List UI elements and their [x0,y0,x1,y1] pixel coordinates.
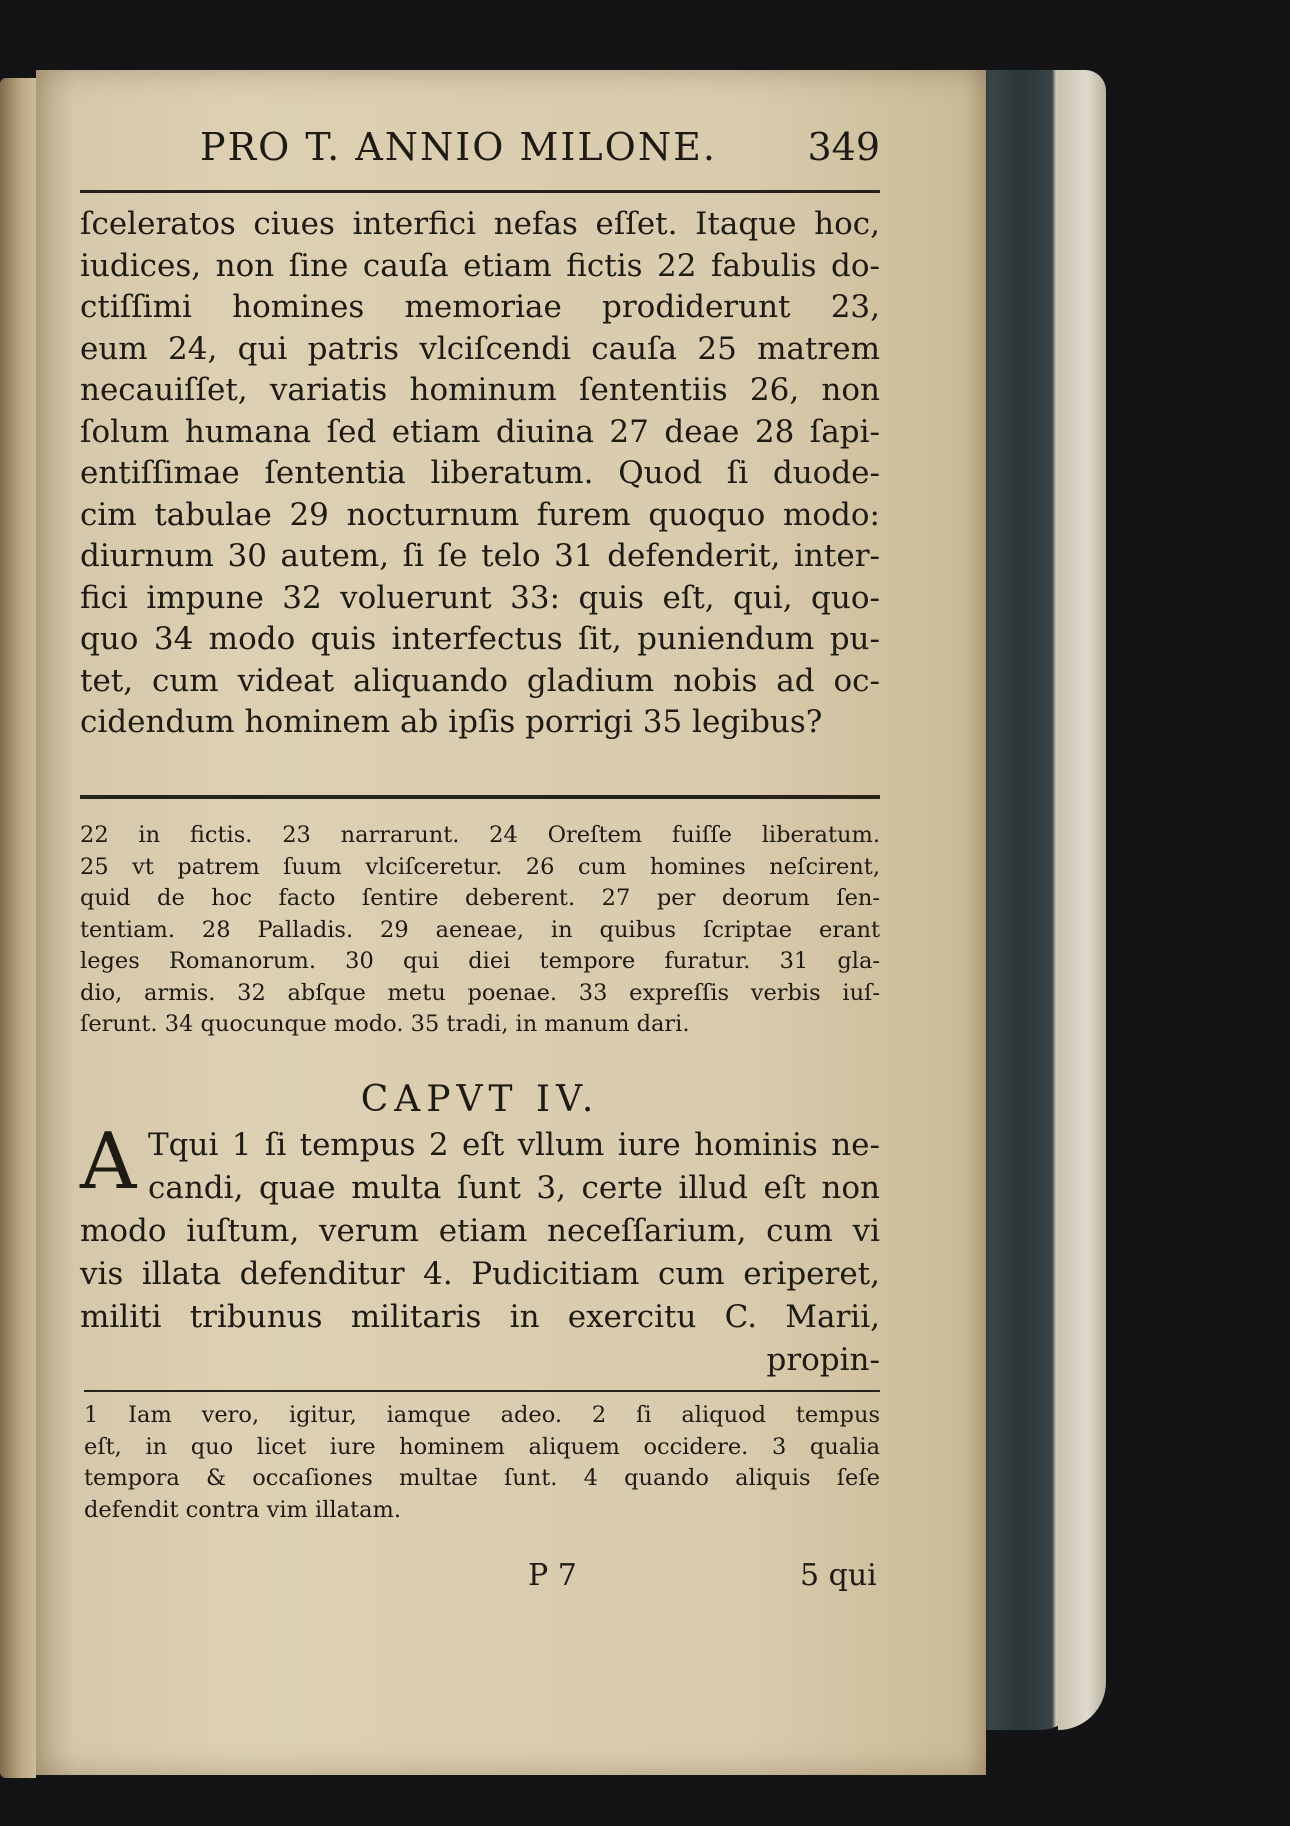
text-line: ſolum humana ſed etiam diuina 27 deae 28 ſapi- [80,413,880,450]
text-line: vis illata defenditur 4. Pudicitiam cum eriperet, [80,1256,880,1292]
text-line: eum 24, qui patris vlciſcendi cauſa 25 matrem [80,330,880,367]
running-title: PRO T. ANNIO MILONE. [200,125,717,169]
book-cover-edge [1058,70,1106,1730]
footnote-line: 25 vt patrem ſuum vlciſceretur. 26 cum homines neſcirent, [80,853,880,880]
main-text [80,204,880,744]
catchword: 5 qui [800,1558,877,1593]
footnote-line: ſerunt. 34 quocunque modo. 35 tradi, in manum dari. [80,1011,690,1037]
text-line: cim tabulae 29 nocturnum furem quoquo modo: [80,496,880,533]
page-number: 349 [807,125,880,169]
page-header [200,125,880,185]
text-line: quo 34 modo quis interfectus ſit, puniendum pu- [80,621,880,657]
footnote-rule [80,795,880,799]
text-line: modo iuſtum, verum etiam neceſſarium, cum vi [80,1213,880,1249]
drop-cap: A [80,1117,137,1207]
text-line: necauiſſet, variatis hominum ſententiis 26, non [80,372,880,408]
text-line: candi, quae multa ſunt 3, certe illud eſt non [148,1170,880,1206]
footnote-line: 1 Iam vero, igitur, iamque adeo. 2 ſi aliquod tempus [84,1402,880,1428]
footnotes-block-2 [84,1400,880,1526]
text-line: Tqui 1 ſi tempus 2 eſt vllum iure hominis ne- [148,1127,880,1163]
text-line: propin- [766,1342,880,1378]
text-line: militi tribunus militaris in exercitu C. Marii, [80,1299,880,1335]
footnotes-block-1 [80,820,880,1041]
footnote-line: defendit contra vim illatam. [84,1496,401,1523]
text-line: tet, cum videat aliquando gladium nobis ad oc- [80,662,880,699]
footnote-line: eſt, in quo licet iure hominem aliquem occidere. 3 qualia [84,1433,880,1460]
footnote-line: tempora & occaſiones multae ſunt. 4 quando aliquis ſeſe [84,1465,880,1491]
footnote-line: quid de hoc facto ſentire deberent. 27 per deorum ſen- [80,885,880,911]
text-line: iudices, non ſine cauſa etiam fictis 22 fabulis do- [80,247,880,284]
footnote-line: leges Romanorum. 30 qui diei tempore furatur. 31 gla- [80,948,880,974]
signature-mark: P 7 [528,1558,577,1593]
text-line: cidendum hominem ab ipſis porrigi 35 legibus? [80,704,823,740]
footnote-rule-2 [84,1390,880,1392]
footnote-line: dio, armis. 32 abſque metu poenae. 33 expreſſis verbis iuſ- [80,979,880,1006]
chapter-text [80,1117,880,1382]
footnote-line: 22 in fictis. 23 narrarunt. 24 Oreſtem fuiſſe liberatum. [80,822,880,848]
facing-page-edge [0,78,36,1778]
text-line: ctiſſimi homines memoriae prodiderunt 23, [80,289,880,325]
text-line: ſceleratos ciues interfici nefas eſſet. Itaque hoc, [80,206,880,242]
text-line: fici impune 32 voluerunt 33: quis eſt, qui, quo- [80,579,880,616]
text-line: diurnum 30 autem, ſi ſe telo 31 defenderit, inter- [80,538,880,574]
header-rule [80,190,880,193]
chapter-heading: CAPVT IV. [360,1079,600,1120]
text-line: entiſſimae ſententia liberatum. Quod ſi duode- [80,455,880,491]
footnote-line: tentiam. 28 Palladis. 29 aeneae, in quibus ſcriptae erant [80,916,880,943]
